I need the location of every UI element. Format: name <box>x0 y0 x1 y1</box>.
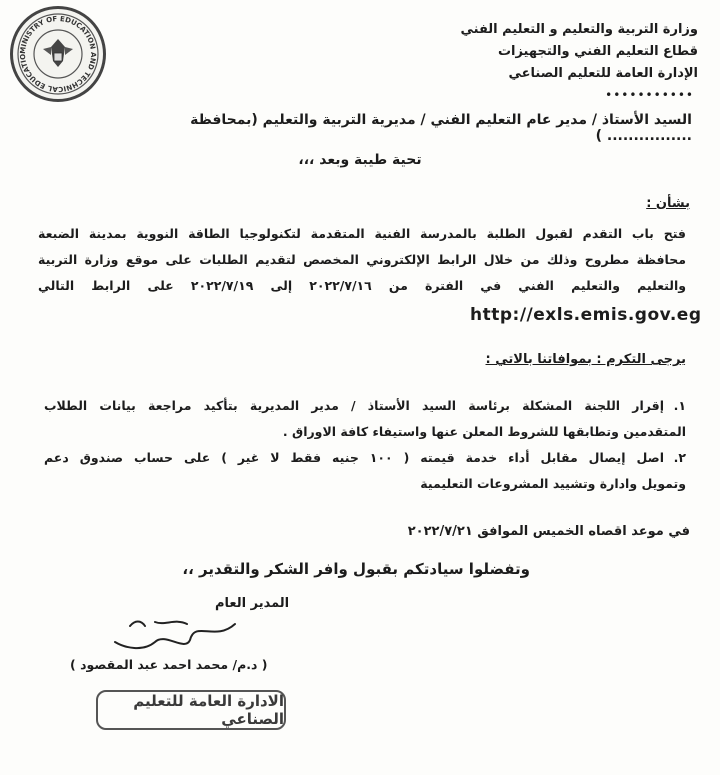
body-line-3: والتعليم والتعليم الفني في الفترة من ٢٠٢٢/٧/١٦ إلى ٢٠٢٢/٧/١٩ على الرابط التالي <box>38 278 687 293</box>
item-1-number: ١. <box>673 398 686 413</box>
signatory-name: ( د.م/ محمد احمد عبد المقصود ) <box>70 657 268 672</box>
ministry-seal-icon <box>13 9 103 99</box>
header-dots: ••••••••••• <box>605 88 694 102</box>
header-department: الإدارة العامة للتعليم الصناعي <box>508 66 698 81</box>
header-sector: قطاع التعليم الفني والتجهيزات <box>497 44 698 59</box>
ministry-logo <box>10 6 106 102</box>
item-2-line-1: اصل إيصال مقابل أداء خدمة قيمته ( ١٠٠ جنيه فقط لا غير ) على حساب صندوق دعم <box>44 450 664 465</box>
body-line-1: فتح باب التقدم لقبول الطلبة بالمدرسة الفنية المتقدمة لتكنولوجيا الطاقة النووية بمدينة الضبعة <box>38 226 686 241</box>
header-ministry: وزارة التربية والتعليم و التعليم الفني <box>460 22 698 37</box>
greeting: تحية طيبة وبعد ،،، <box>298 152 422 168</box>
request-heading: يرجى التكرم : بموافاتنا بالاتي : <box>485 352 686 367</box>
body-line-2: محافظة مطروح وذلك من خلال الرابط الإلكتروني المخصص لتقديم الطلبات على موقع وزارة التربية <box>38 252 686 267</box>
item-2-line-2: وتمويل وادارة وتشييد المشروعات التعليمية <box>420 476 686 491</box>
deadline-line: في موعد اقصاه الخميس الموافق ٢٠٢٢/٧/٢١ <box>407 524 690 539</box>
logo-ring-text: MINISTRY OF EDUCATION AND TECHNICAL EDUCATIO <box>18 14 98 94</box>
handwritten-signature <box>95 612 245 656</box>
item-2-number: ٢. <box>673 450 686 465</box>
closing-thanks: وتفضلوا سيادتكم بقبول وافر الشكر والتقدير ،، <box>182 560 530 578</box>
item-1-line-2: المتقدمين وتطابقها للشروط المعلن عنها واستيفاء كافة الاوراق . <box>282 424 686 439</box>
department-stamp: الادارة العامة للتعليم الصناعي <box>96 690 286 730</box>
signatory-title: المدير العام <box>215 596 290 611</box>
recipient-line: السيد الأستاذ / مدير عام التعليم الفني / مديرية التربية والتعليم (بمحافظة ................ ) <box>190 112 692 144</box>
subject-label: بشأن : <box>646 196 690 211</box>
item-1-line-1: إقرار اللجنة المشكلة برئاسة السيد الأستاذ / مدير المديرية بتأكيد مراجعة بيانات الطلاب <box>44 398 664 413</box>
application-url: http://exls.emis.gov.eg <box>470 305 702 325</box>
